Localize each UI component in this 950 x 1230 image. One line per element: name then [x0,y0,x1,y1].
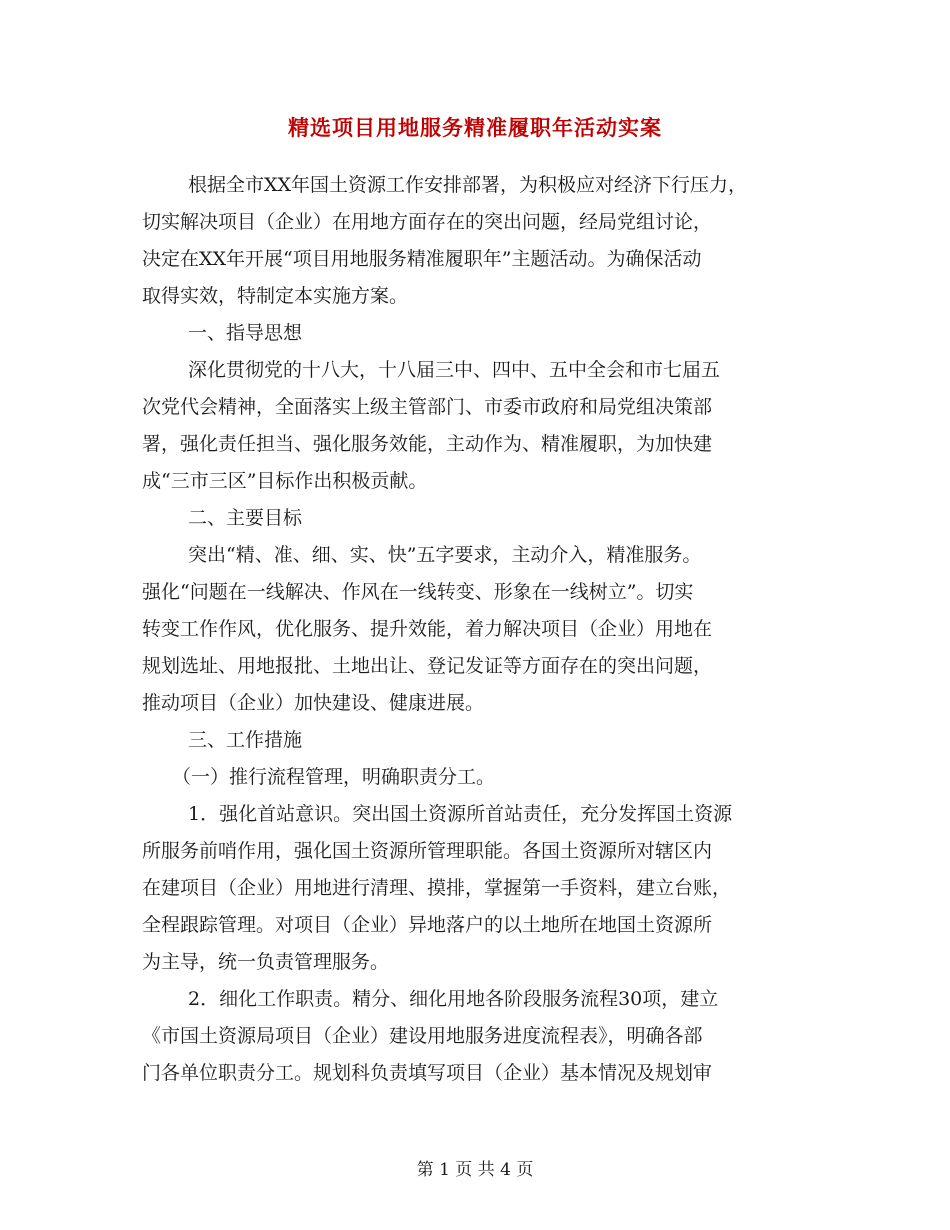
paragraph-line: 突出“精、准、细、实、快”五字要求，主动介入，精准服务。 [188,544,702,566]
paragraph-line: 全程跟踪管理。对项目（企业）异地落户的以土地所在地国土资源所 [142,914,713,936]
section-heading: 二、主要目标 [188,507,303,529]
paragraph-line: 推动项目（企业）加快建设、健康进展。 [142,692,485,714]
paragraph-line: 强化“问题在一线解决、作风在一线转变、形象在一线树立”。切实 [142,581,694,603]
paragraph-line: 门各单位职责分工。规划科负责填写项目（企业）基本情况及规划审 [142,1062,713,1084]
document-title: 精选项目用地服务精准履职年活动实案 [288,115,662,140]
page-footer: 第 1 页 共 4 页 [416,1160,534,1180]
paragraph-line: 署，强化责任担当、强化服务效能，主动作为、精准履职，为加快建 [142,433,713,455]
paragraph-line: 为主导，统一负责管理服务。 [142,951,390,973]
paragraph-line: 深化贯彻党的十八大，十八届三中、四中、五中全会和市七届五 [188,359,721,381]
paragraph-line: 根据全市XX年国土资源工作安排部署，为积极应对经济下行压力， [188,174,748,196]
subsection-heading: （一）推行流程管理，明确职责分工。 [172,766,496,788]
section-heading: 三、工作措施 [188,729,303,751]
paragraph-line: 2．细化工作职责。精分、细化用地各阶段服务流程30项，建立 [188,988,719,1010]
document-body [142,167,812,1092]
paragraph-line: 转变工作作风，优化服务、提升效能，着力解决项目（企业）用地在 [142,618,713,640]
paragraph-line: 1．强化首站意识。突出国土资源所首站责任，充分发挥国土资源 [188,803,733,825]
paragraph-line: 所服务前哨作用，强化国土资源所管理职能。各国土资源所对辖区内 [142,840,713,862]
paragraph-line: 《市国土资源局项目（企业）建设用地服务进度流程表》，明确各部 [142,1025,703,1047]
paragraph-line: 规划选址、用地报批、土地出让、登记发证等方面存在的突出问题， [142,655,713,677]
paragraph-line: 切实解决项目（企业）在用地方面存在的突出问题，经局党组讨论， [142,211,713,233]
paragraph-line: 取得实效，特制定本实施方案。 [142,285,409,307]
paragraph-line: 成“三市三区”目标作出积极贡献。 [142,470,428,492]
section-heading: 一、指导思想 [188,322,303,344]
paragraph-line: 在建项目（企业）用地进行清理、摸排，掌握第一手资料，建立台账， [142,877,732,899]
paragraph-line: 决定在XX年开展“项目用地服务精准履职年”主题活动。为确保活动 [142,248,702,270]
paragraph-line: 次党代会精神，全面落实上级主管部门、市委市政府和局党组决策部 [142,396,713,418]
